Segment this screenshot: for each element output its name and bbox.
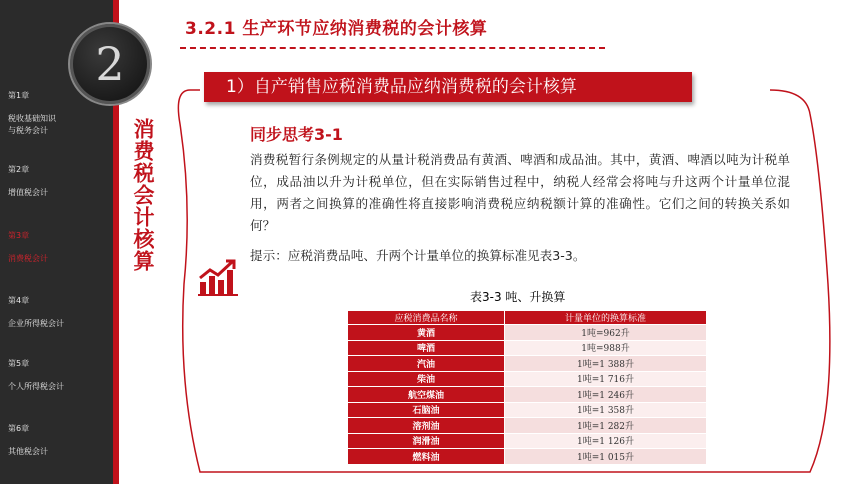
sidebar-chapter-item[interactable] bbox=[8, 423, 108, 458]
sidebar-chapter-item[interactable] bbox=[8, 164, 108, 199]
product-name-cell: 润滑油 bbox=[348, 433, 505, 449]
conversion-value-cell: 1吨=1 246升 bbox=[505, 387, 707, 403]
conversion-value-cell: 1吨=988升 bbox=[505, 340, 707, 356]
chapter-name: 其他税会计 bbox=[8, 447, 48, 456]
think-paragraph: 消费税暂行条例规定的从量计税消费品有黄酒、啤酒和成品油。其中，黄酒、啤酒以吨为计税单位，成品油以升为计税单位，但在实际销售过程中，纳税人经常会将吨与升这两个计量单位混用，两者之间换算的准确性将直接影响消费税应纳税额计算的准确性。它们之间的转换关系如何？ bbox=[250, 152, 790, 233]
chapter-number: 第4章 bbox=[8, 296, 30, 305]
think-title: 同步思考3-1 bbox=[250, 125, 343, 144]
chapter-number: 第1章 bbox=[8, 91, 30, 100]
chapter-number: 第3章 bbox=[8, 231, 30, 240]
product-name-cell: 溶剂油 bbox=[348, 418, 505, 434]
chapter-name: 税收基础知识 与税务会计 bbox=[8, 114, 56, 135]
product-name-cell: 汽油 bbox=[348, 356, 505, 372]
table-row bbox=[348, 418, 707, 434]
chapter-number: 第5章 bbox=[8, 359, 30, 368]
chapter-name: 个人所得税会计 bbox=[8, 382, 64, 391]
chapter-badge bbox=[68, 22, 152, 106]
bar-chart-trend-icon bbox=[196, 258, 240, 298]
conversion-value-cell: 1吨=962升 bbox=[505, 325, 707, 341]
product-name-cell: 石脑油 bbox=[348, 402, 505, 418]
sidebar-chapter-item[interactable] bbox=[8, 358, 108, 393]
table-row bbox=[348, 325, 707, 341]
product-name-cell: 柴油 bbox=[348, 371, 505, 387]
table-row bbox=[348, 340, 707, 356]
table-row bbox=[348, 433, 707, 449]
product-name-cell: 燃料油 bbox=[348, 449, 505, 465]
table-header-row bbox=[348, 311, 707, 325]
chapter-name: 消费税会计 bbox=[8, 254, 48, 263]
product-name-cell: 航空煤油 bbox=[348, 387, 505, 403]
conversion-value-cell: 1吨=1 358升 bbox=[505, 402, 707, 418]
conversion-value-cell: 1吨=1 126升 bbox=[505, 433, 707, 449]
table-header-name: 应税消费品名称 bbox=[348, 311, 505, 325]
table-row bbox=[348, 387, 707, 403]
sidebar-chapter-item[interactable] bbox=[8, 295, 108, 330]
table-row bbox=[348, 402, 707, 418]
table-header-standard: 计量单位的换算标准 bbox=[505, 311, 707, 325]
chapter-name: 企业所得税会计 bbox=[8, 319, 64, 328]
conversion-table bbox=[347, 310, 707, 465]
conversion-value-cell: 1吨=1 282升 bbox=[505, 418, 707, 434]
conversion-value-cell: 1吨=1 015升 bbox=[505, 449, 707, 465]
hint-text: 提示：应税消费品吨、升两个计量单位的换算标准见表3-3。 bbox=[250, 248, 586, 263]
subsection-label-bar: 1）自产销售应税消费品应纳消费税的会计核算 bbox=[204, 72, 692, 102]
section-title: 3.2.1 生产环节应纳消费税的会计核算 bbox=[185, 19, 488, 39]
chapter-number: 第2章 bbox=[8, 165, 30, 174]
conversion-value-cell: 1吨=1 388升 bbox=[505, 356, 707, 372]
product-name-cell: 黄酒 bbox=[348, 325, 505, 341]
chapter-badge-number: 2 bbox=[95, 37, 125, 91]
product-name-cell: 啤酒 bbox=[348, 340, 505, 356]
table-caption: 表3-3 吨、升换算 bbox=[470, 290, 566, 304]
table-row bbox=[348, 356, 707, 372]
vertical-title: 消费税会计核算 bbox=[131, 118, 155, 272]
chapter-number: 第6章 bbox=[8, 424, 30, 433]
table-row bbox=[348, 449, 707, 465]
chapter-name: 增值税会计 bbox=[8, 188, 48, 197]
conversion-value-cell: 1吨=1 716升 bbox=[505, 371, 707, 387]
sidebar-chapter-item[interactable] bbox=[8, 230, 108, 265]
table-row bbox=[348, 371, 707, 387]
dashed-divider bbox=[180, 47, 605, 49]
